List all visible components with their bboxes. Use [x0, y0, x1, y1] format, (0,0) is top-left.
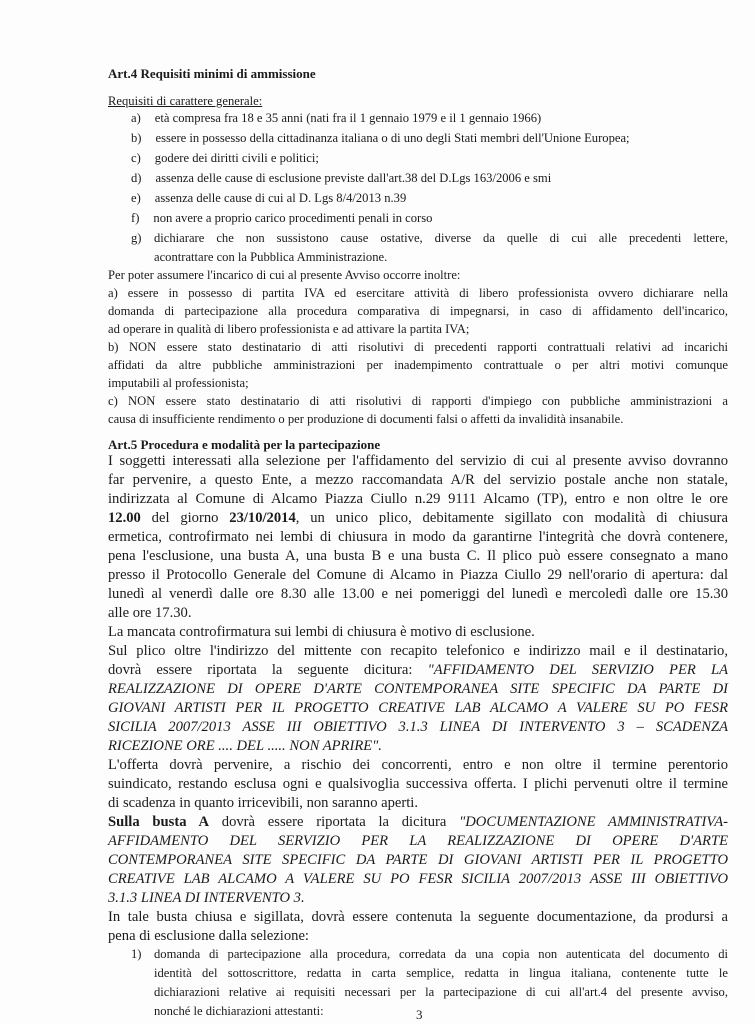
para-line: identità del sottoscrittore, redatta in carta semplice, redatta in lingua italiana, contenente tutte le: [154, 966, 728, 980]
list-item-number: 1): [131, 947, 142, 961]
para-line: CONTEMPORANEA SITE SPECIFIC DA PARTE DI GIOVANI ARTISTI PER IL PROGETTO: [108, 852, 728, 868]
para-line: RICEZIONE ORE .... DEL ..... NON APRIRE".: [108, 738, 382, 754]
para-line: 3.1.3 LINEA DI INTERVENTO 3.: [108, 890, 305, 906]
para-line: a) essere in possesso di partita IVA ed esercitare attività di libero professionista ovvero dichiarare nella: [108, 286, 728, 300]
para-line: Sul plico oltre l'indirizzo del mittente con recapito telefonico e indirizzo mail e il destinatario,: [108, 643, 728, 659]
para-line: suindicato, restando esclusa ogni e qualsivoglia successiva offerta. I plichi pervenuti oltre il termine: [108, 776, 728, 792]
para-line: AFFIDAMENTO DEL SERVIZIO PER LA REALIZZAZIONE DI OPERE D'ARTE: [108, 833, 728, 849]
list-item-c: c) godere dei diritti civili e politici;: [131, 151, 319, 165]
para-line: Per poter assumere l'incarico di cui al presente Avviso occorre inoltre:: [108, 268, 461, 282]
list-item-e: e) assenza delle cause di cui al D. Lgs 8/4/2013 n.39: [131, 191, 407, 205]
para-line: ad operare in qualità di libero professionista e ad attivare la partita IVA;: [108, 322, 470, 336]
para-line: b) NON essere stato destinatario di atti risolutivi di precedenti rapporti contrattuali relativi ad incarichi: [108, 340, 728, 354]
art4-subheading: Requisiti di carattere generale:: [108, 94, 263, 108]
para-line: In tale busta chiusa e sigillata, dovrà essere contenuta la seguente documentazione, da prodursi a: [108, 909, 728, 925]
para-line: 12.00 del giorno 23/10/2014, un unico plico, debitamente sigillato con modalità di chiusura: [108, 510, 728, 526]
para-line: far pervenire, a questo Ente, a mezzo raccomandata A/R del servizio postale anche non statale,: [108, 472, 728, 488]
page-number: 3: [416, 1007, 423, 1022]
para-line: causa di insufficiente rendimento o per produzione di documenti falsi o affetti da invalidità insanabile.: [108, 412, 624, 426]
para-line: di scadenza in quanto irricevibili, non saranno aperti.: [108, 795, 419, 811]
para-line: L'offerta dovrà pervenire, a rischio dei concorrenti, entro e non oltre il termine perentorio: [108, 757, 728, 773]
para-line: pena di esclusione dalla selezione:: [108, 928, 309, 944]
para-line: pena l'esclusione, una busta A, una busta B e una busta C. Il plico può essere consegnato a mano: [108, 548, 728, 564]
para-line: presso il Protocollo Generale del Comune di Alcamo in Piazza Ciullo 29 nell'orario di apertura: dal: [108, 567, 728, 583]
para-line: c) NON essere stato destinatario di atti risolutivi di rapporti d'impiego con pubbliche amministrazioni a: [108, 394, 728, 408]
list-item-g-line1: dichiarare che non sussistono cause ostative, diverse da quelle di cui alle precedenti lettere,: [154, 231, 728, 245]
para-line: domanda di partecipazione alla procedura comparativa di impegnarsi, in caso di affidamento dell'incarico,: [108, 304, 728, 318]
para-line: lunedì al venerdì dalle ore 8.30 alle 13.00 e nei pomeriggi del lunedì e mercoledì dalle ore 15.30: [108, 586, 728, 602]
list-item-g-letter: g): [131, 231, 142, 245]
para-line: alle ore 17.30.: [108, 605, 192, 621]
art4-heading: Art.4 Requisiti minimi di ammissione: [108, 66, 316, 81]
para-line: ermetica, controfirmato nei lembi di chiusura in modo da garantirne l'integrità che dovrà contenere,: [108, 529, 728, 545]
art5-heading: Art.5 Procedura e modalità per la partecipazione: [108, 437, 381, 452]
list-item-b: b) essere in possesso della cittadinanza italiana o di uno degli Stati membri dell'Unione Europea;: [131, 131, 630, 145]
para-line: dovrà essere riportata la seguente dicitura: "AFFIDAMENTO DEL SERVIZIO PER LA: [108, 662, 728, 678]
para-line: imputabili al professionista;: [108, 376, 249, 390]
para-line: REALIZZAZIONE DI OPERE D'ARTE CONTEMPORANEA SITE SPECIFIC DA PARTE DI: [108, 681, 728, 697]
para-line: domanda di partecipazione alla procedura, corredata da una copia non autenticata del documento di: [154, 947, 728, 961]
list-item-a: a) età compresa fra 18 e 35 anni (nati fra il 1 gennaio 1979 e il 1 gennaio 1966): [131, 111, 542, 125]
list-item-d: d) assenza delle cause di esclusione previste dall'art.38 del D.Lgs 163/2006 e smi: [131, 171, 552, 185]
para-line: indirizzata al Comune di Alcamo Piazza Ciullo n.29 9111 Alcamo (TP), entro e non oltre le ore: [108, 491, 728, 507]
list-item-f: f) non avere a proprio carico procedimenti penali in corso: [131, 211, 433, 225]
list-item-g-line2: acontrattare con la Pubblica Amministrazione.: [154, 250, 388, 264]
para-line: nonché le dichiarazioni attestanti:: [154, 1004, 324, 1018]
para-line: I soggetti interessati alla selezione per l'affidamento del servizio di cui al presente avviso dovranno: [108, 453, 728, 469]
art5-paragraph-2: La mancata controfirmatura sui lembi di chiusura è motivo di esclusione.: [108, 624, 535, 640]
para-line: SICILIA 2007/2013 ASSE III OBIETTIVO 3.1.3 LINEA DI INTERVENTO 3 – SCADENZA: [108, 719, 728, 735]
para-line: affidati da altre pubbliche amministrazioni per inadempimento contrattuale o per altri motivi comunque: [108, 358, 728, 372]
para-line: Sulla busta A dovrà essere riportata la dicitura "DOCUMENTAZIONE AMMINISTRATIVA-: [108, 814, 729, 830]
para-line: GIOVANI ARTISTI PER IL PROGETTO CREATIVE LAB ALCAMO A VALERE SU PO FESR: [108, 700, 728, 716]
para-line: CREATIVE LAB ALCAMO A VALERE SU PO FESR SICILIA 2007/2013 ASSE III OBIETTIVO: [108, 871, 728, 887]
para-line: dichiarazioni relative ai requisiti necessari per la partecipazione di cui all'art.4 del presente avviso,: [154, 985, 728, 999]
